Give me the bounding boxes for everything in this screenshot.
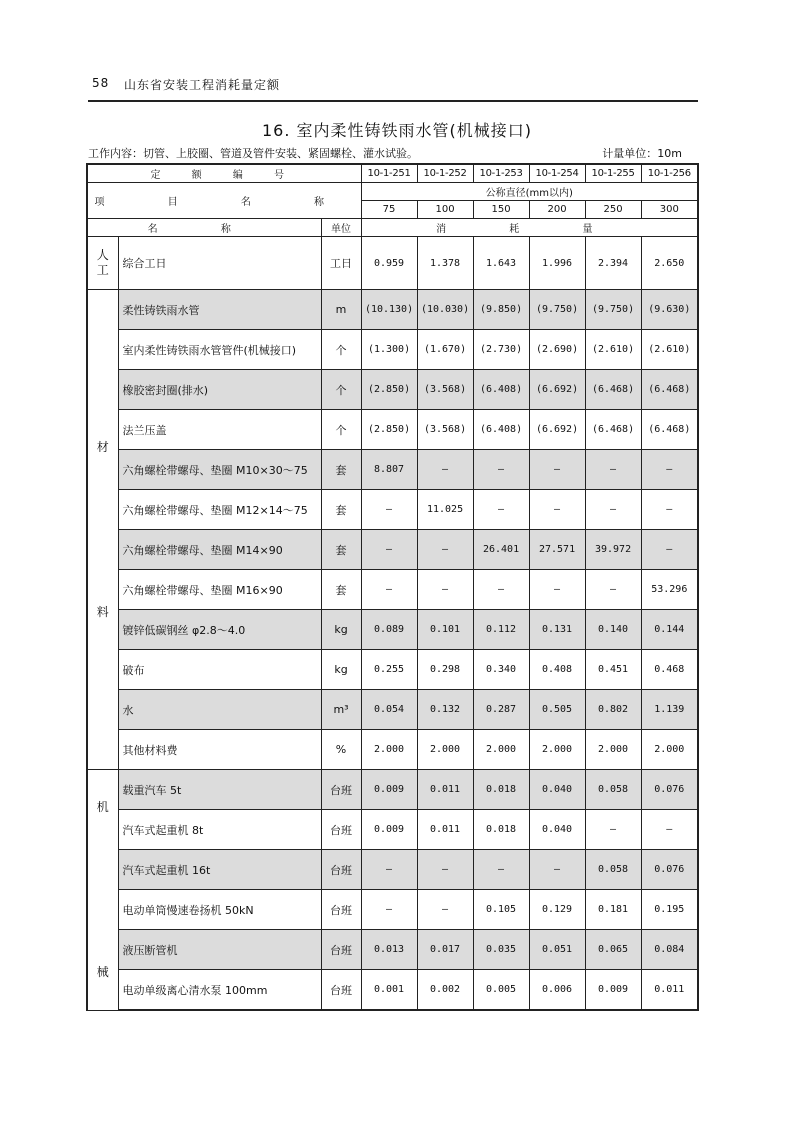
consumption-value: 1.996 xyxy=(529,237,585,290)
consumption-value: 39.972 xyxy=(585,530,641,570)
consumption-value: 0.076 xyxy=(641,770,698,810)
item-name-label: 项 目 名 称 xyxy=(87,183,361,219)
consumption-value: (1.300) xyxy=(361,330,417,370)
consumption-value: (6.692) xyxy=(529,410,585,450)
consumption-value: 0.013 xyxy=(361,930,417,970)
consumption-value: 0.140 xyxy=(585,610,641,650)
consumption-value: (6.468) xyxy=(641,370,698,410)
consumption-value: — xyxy=(529,490,585,530)
table-row xyxy=(87,370,698,410)
table-row xyxy=(87,450,698,490)
name-column-header: 名 称 xyxy=(87,219,321,237)
consumption-value: — xyxy=(417,850,473,890)
consumption-value: 0.009 xyxy=(361,770,417,810)
table-row xyxy=(87,610,698,650)
consumption-value: 0.131 xyxy=(529,610,585,650)
item-unit: 台班 xyxy=(321,930,361,970)
diameter-value: 300 xyxy=(641,201,698,219)
consumption-value: (6.468) xyxy=(585,410,641,450)
item-name: 室内柔性铸铁雨水管管件(机械接口) xyxy=(118,330,321,370)
consumption-value: 2.000 xyxy=(361,730,417,770)
item-name: 载重汽车 5t xyxy=(118,770,321,810)
consumption-value: 2.000 xyxy=(641,730,698,770)
item-unit: kg xyxy=(321,610,361,650)
consumption-value: — xyxy=(417,450,473,490)
item-name: 综合工日 xyxy=(118,237,321,290)
consumption-value: — xyxy=(529,450,585,490)
consumption-column-header: 消 耗 量 xyxy=(361,219,698,237)
consumption-value: 0.451 xyxy=(585,650,641,690)
item-name: 六角螺栓带螺母、垫圈 M16×90 xyxy=(118,570,321,610)
consumption-value: — xyxy=(473,850,529,890)
consumption-value: 0.181 xyxy=(585,890,641,930)
consumption-value: (6.408) xyxy=(473,410,529,450)
unit-column-header: 单位 xyxy=(321,219,361,237)
item-name: 电动单筒慢速卷扬机 50kN xyxy=(118,890,321,930)
diameter-value: 75 xyxy=(361,201,417,219)
table-row xyxy=(87,237,698,290)
table-row xyxy=(87,330,698,370)
consumption-value: 0.001 xyxy=(361,970,417,1011)
item-unit: 套 xyxy=(321,450,361,490)
consumption-value: (2.850) xyxy=(361,410,417,450)
consumption-value: (10.130) xyxy=(361,290,417,330)
table-row xyxy=(87,890,698,930)
consumption-value: — xyxy=(361,570,417,610)
book-title: 山东省安装工程消耗量定额 xyxy=(124,78,281,92)
consumption-value: 1.139 xyxy=(641,690,698,730)
item-unit: 个 xyxy=(321,410,361,450)
consumption-value: (10.030) xyxy=(417,290,473,330)
consumption-value: 53.296 xyxy=(641,570,698,610)
category-label: 械 xyxy=(96,964,109,979)
work-content: 工作内容：切管、上胶圈、管道及管件安装、紧固螺栓、灌水试验。 xyxy=(88,147,418,160)
consumption-value: 26.401 xyxy=(473,530,529,570)
consumption-value: 0.101 xyxy=(417,610,473,650)
item-unit: 个 xyxy=(321,330,361,370)
consumption-value: 2.650 xyxy=(641,237,698,290)
consumption-value: (2.690) xyxy=(529,330,585,370)
consumption-value: 0.035 xyxy=(473,930,529,970)
category-cell xyxy=(87,770,118,1011)
consumption-value: 0.017 xyxy=(417,930,473,970)
item-unit: 台班 xyxy=(321,810,361,850)
table-row xyxy=(87,970,698,1011)
consumption-value: 0.084 xyxy=(641,930,698,970)
table-row xyxy=(87,570,698,610)
consumption-value: — xyxy=(417,570,473,610)
consumption-value: 11.025 xyxy=(417,490,473,530)
diameter-value: 100 xyxy=(417,201,473,219)
consumption-value: — xyxy=(473,450,529,490)
item-unit: 台班 xyxy=(321,970,361,1011)
item-name: 柔性铸铁雨水管 xyxy=(118,290,321,330)
item-name: 破布 xyxy=(118,650,321,690)
consumption-value: (2.850) xyxy=(361,370,417,410)
consumption-value: — xyxy=(585,490,641,530)
consumption-value: 0.144 xyxy=(641,610,698,650)
item-name: 汽车式起重机 8t xyxy=(118,810,321,850)
consumption-value: 0.002 xyxy=(417,970,473,1011)
consumption-value: 0.018 xyxy=(473,810,529,850)
quota-code: 10-1-254 xyxy=(529,164,585,183)
category-cell xyxy=(87,290,118,770)
item-unit: 台班 xyxy=(321,850,361,890)
consumption-value: 2.000 xyxy=(417,730,473,770)
consumption-value: 0.802 xyxy=(585,690,641,730)
consumption-value: 2.394 xyxy=(585,237,641,290)
quota-code: 10-1-252 xyxy=(417,164,473,183)
column-header-row xyxy=(87,219,698,237)
consumption-value: 2.000 xyxy=(473,730,529,770)
consumption-value: 0.076 xyxy=(641,850,698,890)
category-label: 料 xyxy=(96,604,109,619)
category-label: 机 xyxy=(96,799,109,814)
consumption-value: 1.378 xyxy=(417,237,473,290)
consumption-value: 2.000 xyxy=(529,730,585,770)
consumption-value: — xyxy=(361,490,417,530)
consumption-value: — xyxy=(585,570,641,610)
consumption-value: 0.287 xyxy=(473,690,529,730)
quota-table xyxy=(86,163,699,1011)
page-header xyxy=(88,74,698,102)
quota-code: 10-1-251 xyxy=(361,164,417,183)
consumption-value: 0.468 xyxy=(641,650,698,690)
item-unit: m xyxy=(321,290,361,330)
measure-unit: 计量单位：10m xyxy=(602,147,682,160)
code-label: 定 额 编 号 xyxy=(87,164,361,183)
consumption-value: 0.112 xyxy=(473,610,529,650)
consumption-value: 0.195 xyxy=(641,890,698,930)
consumption-value: 0.005 xyxy=(473,970,529,1011)
consumption-value: 0.058 xyxy=(585,850,641,890)
item-unit: kg xyxy=(321,650,361,690)
item-name: 汽车式起重机 16t xyxy=(118,850,321,890)
item-name: 液压断管机 xyxy=(118,930,321,970)
consumption-value: 0.505 xyxy=(529,690,585,730)
consumption-value: (9.850) xyxy=(473,290,529,330)
consumption-value: 0.058 xyxy=(585,770,641,810)
consumption-value: (2.610) xyxy=(641,330,698,370)
page-number: 58 xyxy=(92,76,110,90)
consumption-value: (9.750) xyxy=(585,290,641,330)
item-unit: 套 xyxy=(321,490,361,530)
table-row xyxy=(87,530,698,570)
diameter-label: 公称直径(mm以内) xyxy=(361,183,698,201)
quota-code: 10-1-256 xyxy=(641,164,698,183)
item-name: 六角螺栓带螺母、垫圈 M14×90 xyxy=(118,530,321,570)
table-row xyxy=(87,410,698,450)
consumption-value: 0.040 xyxy=(529,810,585,850)
consumption-value: 0.006 xyxy=(529,970,585,1011)
consumption-value: 27.571 xyxy=(529,530,585,570)
item-unit: 套 xyxy=(321,530,361,570)
consumption-value: — xyxy=(585,810,641,850)
table-row xyxy=(87,850,698,890)
consumption-value: 0.340 xyxy=(473,650,529,690)
consumption-value: (3.568) xyxy=(417,370,473,410)
consumption-value: — xyxy=(473,570,529,610)
consumption-value: (2.730) xyxy=(473,330,529,370)
consumption-value: 0.011 xyxy=(417,770,473,810)
consumption-value: — xyxy=(529,850,585,890)
diameter-value: 150 xyxy=(473,201,529,219)
consumption-value: (3.568) xyxy=(417,410,473,450)
consumption-value: 0.132 xyxy=(417,690,473,730)
table-row xyxy=(87,770,698,810)
consumption-value: 0.040 xyxy=(529,770,585,810)
consumption-value: (9.630) xyxy=(641,290,698,330)
consumption-value: 0.051 xyxy=(529,930,585,970)
category-label: 人工 xyxy=(96,248,109,277)
consumption-value: — xyxy=(361,850,417,890)
consumption-value: 0.129 xyxy=(529,890,585,930)
consumption-value: 1.643 xyxy=(473,237,529,290)
consumption-value: — xyxy=(361,890,417,930)
item-name: 电动单级离心清水泵 100mm xyxy=(118,970,321,1011)
table-row xyxy=(87,490,698,530)
item-unit: 个 xyxy=(321,370,361,410)
consumption-value: 8.807 xyxy=(361,450,417,490)
item-unit: 台班 xyxy=(321,770,361,810)
consumption-value: 0.959 xyxy=(361,237,417,290)
consumption-value: — xyxy=(473,490,529,530)
item-name: 六角螺栓带螺母、垫圈 M12×14～75 xyxy=(118,490,321,530)
item-name: 橡胶密封圈(排水) xyxy=(118,370,321,410)
consumption-value: 0.011 xyxy=(641,970,698,1011)
consumption-value: (1.670) xyxy=(417,330,473,370)
consumption-value: — xyxy=(641,450,698,490)
table-row xyxy=(87,690,698,730)
item-unit: % xyxy=(321,730,361,770)
consumption-value: 0.255 xyxy=(361,650,417,690)
consumption-value: 0.011 xyxy=(417,810,473,850)
consumption-value: (2.610) xyxy=(585,330,641,370)
item-name: 镀锌低碳钢丝 φ2.8～4.0 xyxy=(118,610,321,650)
consumption-value: — xyxy=(585,450,641,490)
consumption-value: 0.408 xyxy=(529,650,585,690)
consumption-value: — xyxy=(417,530,473,570)
diameter-value: 250 xyxy=(585,201,641,219)
consumption-value: — xyxy=(641,490,698,530)
consumption-value: (6.692) xyxy=(529,370,585,410)
consumption-value: 0.054 xyxy=(361,690,417,730)
consumption-value: 0.089 xyxy=(361,610,417,650)
item-unit: m³ xyxy=(321,690,361,730)
consumption-value: 0.009 xyxy=(585,970,641,1011)
code-row xyxy=(87,164,698,183)
consumption-value: 0.009 xyxy=(361,810,417,850)
consumption-value: (6.408) xyxy=(473,370,529,410)
section-title: 16. 室内柔性铸铁雨水管(机械接口) xyxy=(261,121,533,140)
consumption-value: — xyxy=(417,890,473,930)
item-name: 其他材料费 xyxy=(118,730,321,770)
item-unit: 台班 xyxy=(321,890,361,930)
consumption-value: 0.298 xyxy=(417,650,473,690)
diameter-label-row xyxy=(87,183,698,201)
quota-code: 10-1-253 xyxy=(473,164,529,183)
item-unit: 工日 xyxy=(321,237,361,290)
item-unit: 套 xyxy=(321,570,361,610)
consumption-value: 0.065 xyxy=(585,930,641,970)
item-name: 水 xyxy=(118,690,321,730)
consumption-value: — xyxy=(529,570,585,610)
consumption-value: 0.105 xyxy=(473,890,529,930)
consumption-value: 2.000 xyxy=(585,730,641,770)
table-row xyxy=(87,810,698,850)
table-row xyxy=(87,930,698,970)
consumption-value: (6.468) xyxy=(585,370,641,410)
consumption-value: — xyxy=(641,810,698,850)
table-row xyxy=(87,650,698,690)
consumption-value: 0.018 xyxy=(473,770,529,810)
consumption-value: (6.468) xyxy=(641,410,698,450)
category-label: 材 xyxy=(96,439,109,454)
item-name: 六角螺栓带螺母、垫圈 M10×30～75 xyxy=(118,450,321,490)
diameter-value: 200 xyxy=(529,201,585,219)
table-row xyxy=(87,730,698,770)
item-name: 法兰压盖 xyxy=(118,410,321,450)
category-cell xyxy=(87,237,118,290)
consumption-value: — xyxy=(641,530,698,570)
table-row xyxy=(87,290,698,330)
quota-code: 10-1-255 xyxy=(585,164,641,183)
consumption-value: (9.750) xyxy=(529,290,585,330)
consumption-value: — xyxy=(361,530,417,570)
